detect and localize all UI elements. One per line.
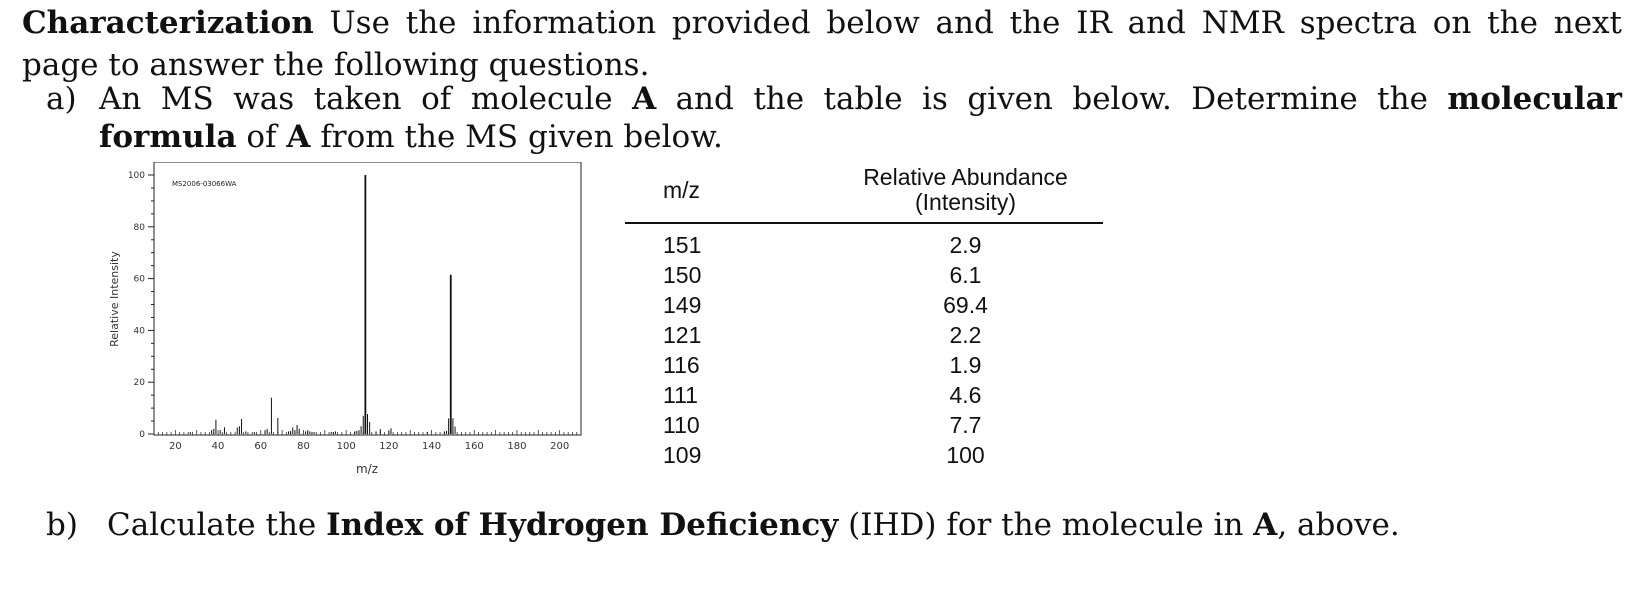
- cell-mz: 109: [663, 442, 702, 468]
- question-b-text-2: (IHD) for the molecule in: [838, 507, 1254, 543]
- header-abundance: [828, 165, 1103, 223]
- molecule-label: A: [1253, 507, 1278, 543]
- x-tick-label: 120: [379, 441, 399, 452]
- table-body: [625, 223, 1103, 470]
- cell-mz: 116: [663, 352, 700, 378]
- cell-mz: 150: [663, 262, 702, 288]
- table-row: [625, 410, 1103, 440]
- cell-abundance: 100: [946, 442, 985, 468]
- cell-abundance: 1.9: [949, 352, 982, 378]
- x-tick-label: 60: [254, 441, 268, 452]
- y-tick-label: 0: [139, 430, 145, 440]
- y-tick-label: 60: [133, 274, 145, 285]
- intro-text: Use the information provided below and the IR and NMR spectra on the next page to answer the following questions.: [22, 5, 1622, 83]
- question-b-label: b): [46, 507, 78, 543]
- ihd-term: Index of Hydrogen Deficiency: [326, 507, 839, 543]
- cell-abundance: 6.1: [949, 262, 982, 288]
- y-tick-label: 40: [133, 326, 145, 337]
- header-abundance-line1: Relative Abundance: [863, 164, 1068, 190]
- x-tick-label: 40: [211, 441, 225, 452]
- cell-abundance: 69.4: [943, 292, 988, 318]
- x-tick-label: 180: [507, 441, 527, 452]
- question-a-text-2: and the table is given below. Determine the: [656, 81, 1448, 117]
- table-row: [625, 380, 1103, 410]
- intro-paragraph: [22, 2, 1622, 86]
- table-row: [625, 320, 1103, 350]
- y-tick-label: 20: [133, 378, 145, 389]
- table-row: [625, 350, 1103, 380]
- question-a-text: [99, 80, 1622, 156]
- question-a-text-3: of: [236, 119, 287, 155]
- cell-abundance: 2.9: [949, 232, 982, 258]
- cell-abundance: 4.6: [949, 382, 982, 408]
- x-tick-label: 20: [168, 441, 182, 452]
- x-tick-label: 140: [422, 441, 442, 452]
- plot-frame: [154, 162, 581, 435]
- x-axis-label: m/z: [355, 462, 379, 476]
- y-tick-label: 100: [127, 171, 145, 181]
- table-row: [625, 260, 1103, 290]
- cell-mz: 110: [663, 412, 700, 438]
- header-mz: m/z: [625, 165, 828, 223]
- cell-mz: 111: [663, 382, 698, 408]
- cell-mz: 149: [663, 292, 702, 318]
- intro-heading: Characterization: [22, 5, 314, 41]
- ms-data-table: [625, 165, 1103, 470]
- spectrum-id: MS2006-03066WA: [172, 180, 237, 188]
- x-tick-label: 200: [550, 441, 570, 452]
- question-a-text-1: An MS was taken of molecule: [99, 81, 633, 117]
- x-tick-label: 100: [336, 441, 356, 452]
- cell-abundance: 2.2: [949, 322, 982, 348]
- cell-mz: 121: [663, 322, 702, 348]
- question-b-text-1: Calculate the: [107, 507, 327, 543]
- x-tick-label: 160: [464, 441, 484, 452]
- molecule-label: A: [632, 81, 657, 117]
- question-b-text-3: , above.: [1277, 507, 1400, 543]
- y-axis-label: Relative Intensity: [108, 251, 121, 347]
- molecule-label: A: [286, 119, 311, 155]
- molecular-formula-term: molecular formula: [99, 81, 1622, 155]
- table-row: [625, 440, 1103, 470]
- cell-mz: 151: [663, 232, 702, 258]
- question-a-label: a): [46, 81, 77, 117]
- y-axis: [128, 171, 154, 440]
- peak-group: [190, 175, 455, 434]
- cell-abundance: 7.7: [949, 412, 982, 438]
- table-header-row: [625, 165, 1103, 223]
- table-row: [625, 223, 1103, 260]
- mass-spectrum-chart: [100, 162, 590, 482]
- table-row: [625, 290, 1103, 320]
- y-tick-label: 80: [133, 222, 145, 233]
- question-a-text-4: from the MS given below.: [310, 119, 723, 155]
- x-tick-label: 80: [297, 441, 310, 452]
- header-abundance-line2: (Intensity): [915, 189, 1016, 215]
- question-b-text: [107, 506, 1607, 544]
